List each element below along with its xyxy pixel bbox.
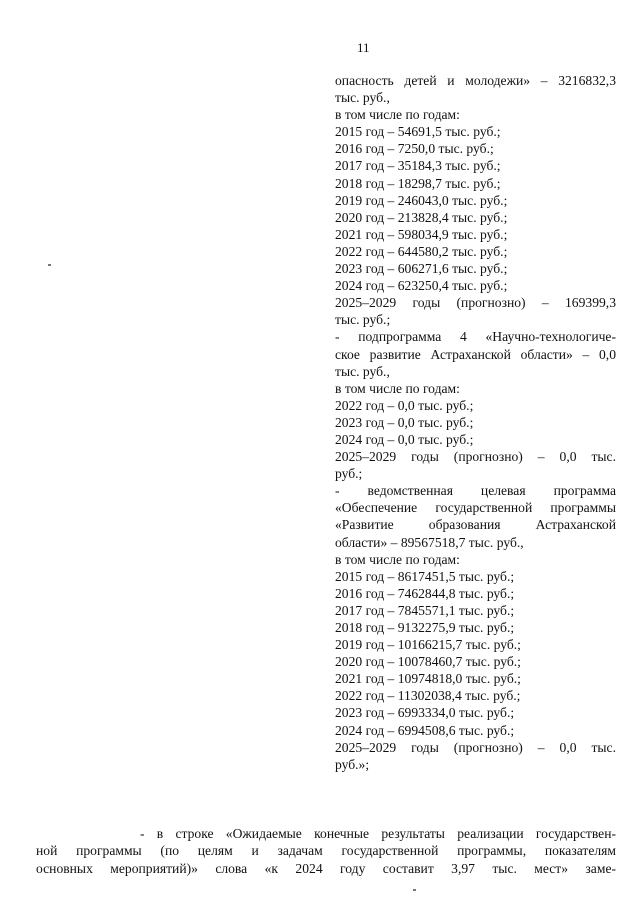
column-line: 2024 год – 6994508,6 тыс. руб.; xyxy=(335,722,515,738)
column-line: 2017 год – 35184,3 тыс. руб.; xyxy=(335,158,501,174)
column-line: 2017 год – 7845571,1 тыс. руб.; xyxy=(335,602,515,618)
column-line: 2021 год – 10974818,0 тыс. руб.; xyxy=(335,671,521,687)
column-line: 2022 год – 11302038,4 тыс. руб.; xyxy=(335,688,521,704)
column-line: тыс. руб.; xyxy=(335,312,391,328)
paragraph-line: ной программы (по целям и задачам государственной программы, показателям xyxy=(36,843,616,859)
column-line: 2023 год – 0,0 тыс. руб.; xyxy=(335,414,474,430)
page-number: 11 xyxy=(357,40,370,55)
column-line: тыс. руб., xyxy=(335,363,390,379)
column-line: 2023 год – 6993334,0 тыс. руб.; xyxy=(335,705,515,721)
scan-speck xyxy=(48,264,51,266)
column-line: 2025–2029 годы (прогнозно) – 169399,3 xyxy=(335,295,616,311)
column-line: 2022 год – 0,0 тыс. руб.; xyxy=(335,397,474,413)
column-line: тыс. руб., xyxy=(335,90,390,106)
column-line: 2025–2029 годы (прогнозно) – 0,0 тыс. xyxy=(335,449,616,465)
column-line: опасность детей и молодежи» – 3216832,3 xyxy=(335,73,616,88)
column-line: «Обеспечение государственной программы xyxy=(335,500,616,516)
column-line: - ведомственная целевая программа xyxy=(335,483,616,499)
budget-column xyxy=(335,72,616,773)
column-line: ское развитие Астраханской области» – 0,0 xyxy=(335,346,616,362)
paragraph-line: основных мероприятий)» слова «к 2024 году составит 3,97 тыс. мест» заме- xyxy=(36,860,616,876)
column-line: 2018 год – 9132275,9 тыс. руб.; xyxy=(335,620,515,635)
column-line: 2024 год – 623250,4 тыс. руб.; xyxy=(335,278,508,294)
paragraph-line: - в строке «Ожидаемые конечные результаты реализации государствен- xyxy=(140,826,616,841)
column-line: «Развитие образования Астраханской xyxy=(335,517,616,533)
column-line: 2019 год – 10166215,7 тыс. руб.; xyxy=(335,637,521,653)
column-line: 2023 год – 606271,6 тыс. руб.; xyxy=(335,261,508,277)
column-line: 2022 год – 644580,2 тыс. руб.; xyxy=(335,243,508,259)
column-line: 2015 год – 8617451,5 тыс. руб.; xyxy=(335,568,515,584)
column-line: 2020 год – 10078460,7 тыс. руб.; xyxy=(335,654,521,670)
column-line: 2020 год – 213828,4 тыс. руб.; xyxy=(335,209,508,225)
column-line: 2018 год – 18298,7 тыс. руб.; xyxy=(335,175,501,191)
column-line: 2019 год – 246043,0 тыс. руб.; xyxy=(335,192,508,208)
column-line: руб.; xyxy=(335,466,363,482)
scan-speck xyxy=(413,889,416,891)
column-line: 2016 год – 7250,0 тыс. руб.; xyxy=(335,141,494,157)
column-line: руб.»; xyxy=(335,756,370,772)
column-line: 2021 год – 598034,9 тыс. руб.; xyxy=(335,226,508,242)
column-line: в том числе по годам: xyxy=(335,551,460,567)
column-line: 2015 год – 54691,5 тыс. руб.; xyxy=(335,124,501,140)
column-line: области» – 89567518,7 тыс. руб., xyxy=(335,534,524,550)
amendment-paragraph xyxy=(36,825,616,877)
column-line: в том числе по годам: xyxy=(335,107,460,123)
column-line: 2025–2029 годы (прогнозно) – 0,0 тыс. xyxy=(335,739,616,755)
column-line: 2016 год – 7462844,8 тыс. руб.; xyxy=(335,585,515,601)
column-line: в том числе по годам: xyxy=(335,380,460,396)
column-line: - подпрограмма 4 «Научно-технологиче- xyxy=(335,329,616,345)
column-line: 2024 год – 0,0 тыс. руб.; xyxy=(335,431,474,447)
